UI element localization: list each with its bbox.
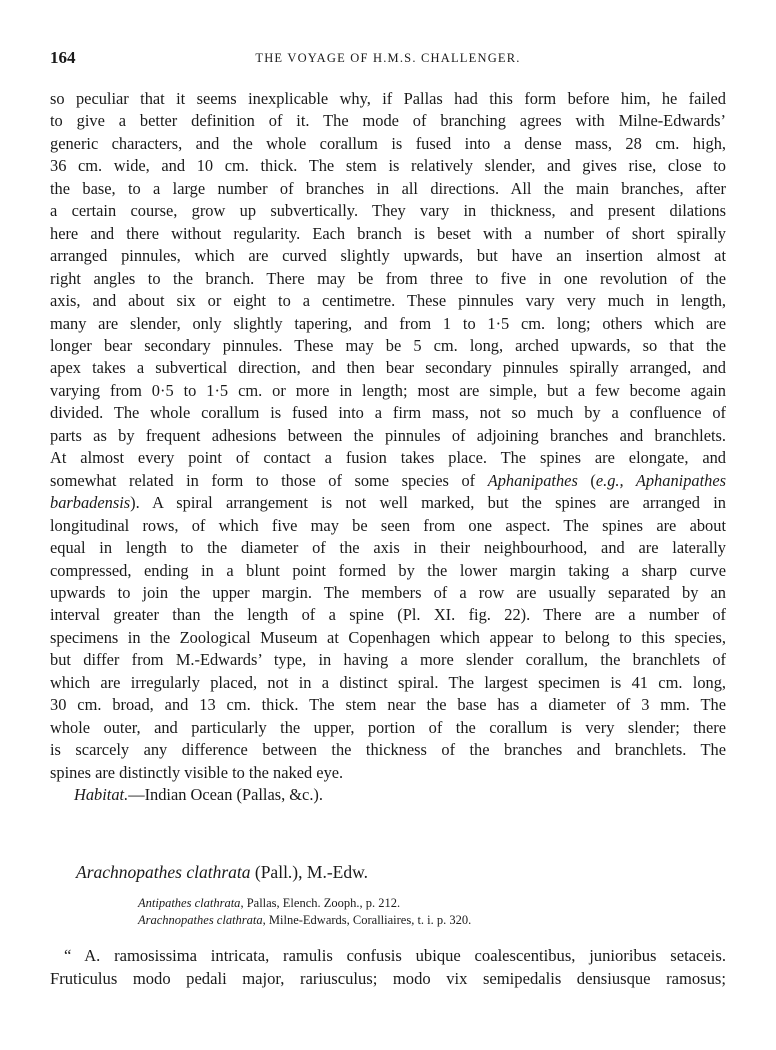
text-line: to give a better definition of it. The mode of branching agrees with Milne-Edwards’ <box>50 111 726 131</box>
text-line: upwards to join the upper margin. The members of a row are usually separated by an <box>50 582 726 602</box>
text-line: which are irregularly placed, not in a distinct spiral. The largest specimen is 41 cm. long, <box>50 672 726 692</box>
text-fragment: somewhat related in form to those of some species of <box>50 470 488 490</box>
text-fragment: ( <box>577 470 596 490</box>
text-line: varying from 0·5 to 1·5 cm. or more in length; most are simple, but a few become again <box>50 380 726 400</box>
synonymy-list <box>138 895 471 929</box>
synonym-name: Antipathes clathrata <box>138 896 241 910</box>
text-line: compressed, ending in a blunt point formed by the lower margin taking a sharp curve <box>50 560 726 580</box>
text-line: axis, and about six or eight to a centimetre. These pinnules vary very much in length, <box>50 291 726 311</box>
text-line: generic characters, and the whole corallum is fused into a dense mass, 28 cm. high, <box>50 133 726 153</box>
text-line: is scarcely any difference between the thickness of the branches and branchlets. The <box>50 740 726 760</box>
genus-italic: Aphanipathes <box>487 470 578 490</box>
text-line: the base, to a large number of branches in all directions. All the main branches, after <box>50 178 726 198</box>
genus-italic: e.g., Aphanipathes <box>595 470 726 490</box>
species-heading <box>76 862 368 883</box>
synonym-entry <box>138 895 471 912</box>
text-line: so peculiar that it seems inexplicable why, if Pallas had this form before him, he failed <box>50 89 726 108</box>
text-line: whole outer, and particularly the upper, portion of the corallum is very slender; there <box>50 717 726 737</box>
text-line: 30 cm. broad, and 13 cm. thick. The stem near the base has a diameter of 3 mm. The <box>50 695 726 715</box>
species-name: Arachnopathes clathrata <box>76 862 251 882</box>
synonym-reference: , Pallas, Elench. Zooph., p. 212. <box>240 896 401 910</box>
synonym-entry <box>138 912 471 929</box>
description-paragraph <box>50 88 726 784</box>
species-authority: (Pall.), M.-Edw. <box>250 862 368 882</box>
running-title: THE VOYAGE OF H.M.S. CHALLENGER. <box>255 51 521 65</box>
habitat-label: Habitat. <box>74 785 129 805</box>
synonym-name: Arachnopathes clathrata <box>138 913 263 927</box>
text-line: parts as by frequent adhesions between the pinnules of adjoining branches and branchlets. <box>50 425 726 445</box>
habitat-line <box>50 784 726 806</box>
text-line: At almost every point of contact a fusion takes place. The spines are elongate, and <box>50 448 726 468</box>
text-line: divided. The whole corallum is fused into a firm mass, not so much by a confluence of <box>50 403 726 423</box>
text-line: arranged pinnules, which are curved slightly upwards, but have an insertion almost at <box>50 246 726 266</box>
habitat-text: —Indian Ocean (Pallas, &c.). <box>128 785 323 805</box>
quote-line: Fruticulus modo pedali major, rariusculus; modo vix semipedalis densiusque ramosus; <box>50 969 726 988</box>
text-line: specimens in the Zoological Museum at Copenhagen which appear to belong to this species, <box>50 627 726 647</box>
quote-line: “ A. ramosissima intricata, ramulis confusis ubique coalescentibus, junioribus setaceis. <box>64 946 726 965</box>
main-text <box>50 88 726 807</box>
text-line: right angles to the branch. There may be from three to five in one revolution of the <box>50 268 726 288</box>
text-fragment: ). A spiral arrangement is not well marked, but the spines are arranged in <box>130 493 726 513</box>
text-line: apex takes a subvertical direction, and then bear secondary pinnules spirally arranged, and <box>50 358 726 378</box>
latin-quotation <box>50 944 726 990</box>
text-line <box>50 470 726 492</box>
text-line: spines are distinctly visible to the naked eye. <box>50 762 344 782</box>
text-line: longer bear secondary pinnules. These may be 5 cm. long, arched upwards, so that the <box>50 335 726 355</box>
text-line: many are slender, only slightly tapering, and from 1 to 1·5 cm. long; others which are <box>50 313 726 333</box>
text-line: equal in length to the diameter of the axis in their neighbourhood, and are laterally <box>50 538 726 558</box>
text-line: longitudinal rows, of which five may be seen from one aspect. The spines are about <box>50 515 726 535</box>
text-line: interval greater than the length of a spine (Pl. XI. fig. 22). There are a number of <box>50 605 726 625</box>
page-number: 164 <box>50 48 76 67</box>
page-header <box>50 48 726 70</box>
text-line: a certain course, grow up subvertically. They vary in thickness, and present dilations <box>50 201 726 221</box>
text-line: but differ from M.-Edwards’ type, in having a more slender corallum, the branchlets of <box>50 650 726 670</box>
species-italic: barbadensis <box>50 493 131 513</box>
text-line: 36 cm. wide, and 10 cm. thick. The stem is relatively slender, and gives rise, close to <box>50 156 726 176</box>
text-line: here and there without regularity. Each branch is beset with a number of short spirally <box>50 223 726 243</box>
text-line <box>50 492 726 514</box>
synonym-reference: , Milne-Edwards, Coralliaires, t. i. p. 320. <box>262 913 472 927</box>
